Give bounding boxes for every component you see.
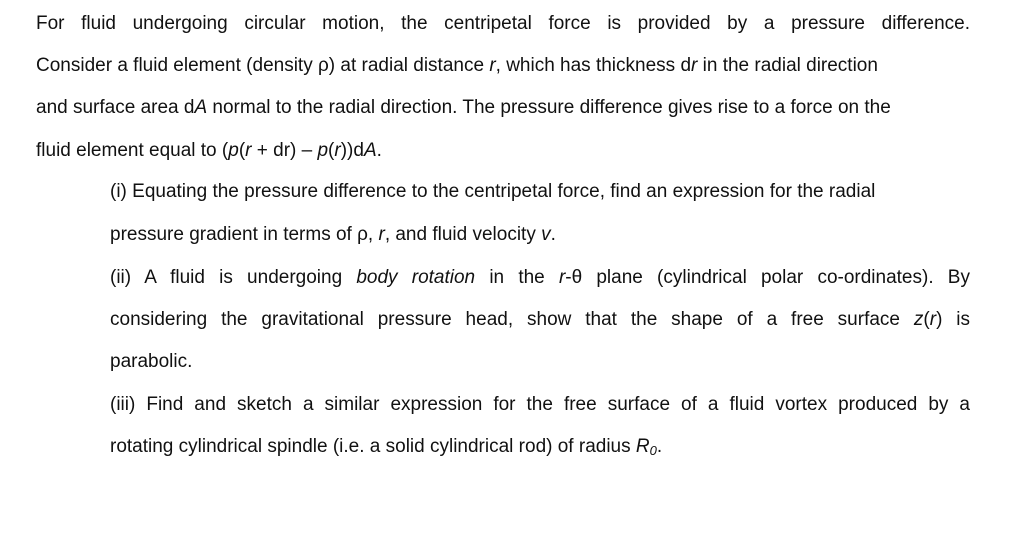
part-i-line-2: [110, 223, 970, 247]
part-ii-line-3-text: parabolic.: [110, 351, 193, 372]
text-run: rotating cylindrical spindle (i.e. a solid cylindrical rod) of radius: [110, 436, 636, 457]
math-var-r: r: [489, 55, 496, 76]
text-run: + dr) –: [251, 140, 318, 161]
text-run: in the: [475, 267, 559, 288]
math-var-r: r: [929, 309, 937, 330]
text-run: ))d: [340, 140, 364, 161]
part-ii-line-3: [110, 350, 970, 374]
text-run: , which has thickness d: [495, 55, 692, 76]
text-run: , and fluid velocity: [384, 224, 542, 245]
intro-line-1-text: For fluid undergoing circular motion, the centripetal force is provided by a pressure difference.: [36, 13, 970, 34]
text-run: (: [328, 140, 335, 161]
intro-line-2: [36, 54, 970, 78]
math-var-p: p: [317, 140, 329, 161]
text-run: -θ plane (cylindrical polar co-ordinates). By: [565, 267, 970, 288]
math-var-z: z: [913, 309, 924, 330]
math-var-r: r: [334, 140, 341, 161]
math-var-a: A: [194, 97, 208, 118]
part-iii-line-2: [110, 435, 970, 463]
text-run: in the radial direction: [697, 55, 878, 76]
text-run: (: [238, 140, 246, 161]
part-iii-line-1-text: (iii) Find and sketch a similar expression for the free surface of a fluid vortex produced by a: [110, 394, 970, 415]
math-var-p: p: [228, 140, 239, 161]
part-iii-line-1: [110, 393, 970, 417]
math-var-r: r: [558, 267, 566, 288]
emphasis-body-rotation: body rotation: [356, 267, 476, 288]
intro-line-4: [36, 139, 970, 163]
text-run: .: [550, 224, 556, 245]
text-run: considering the gravitational pressure head, show that the shape of a free surface: [110, 309, 914, 330]
text-run: (: [923, 309, 930, 330]
text-run: pressure gradient in terms of ρ,: [110, 224, 379, 245]
intro-line-1: [36, 12, 970, 36]
part-i-line-1-text: (i) Equating the pressure difference to the centripetal force, find an expression for the radial: [110, 181, 876, 202]
part-i-line-1: [110, 180, 970, 204]
math-var-a: A: [363, 140, 377, 161]
part-ii-line-2: [110, 308, 970, 332]
intro-line-3: [36, 96, 970, 120]
text-run: Consider a fluid element (density ρ) at radial distance: [36, 55, 490, 76]
text-run: (ii) A fluid is undergoing: [110, 267, 357, 288]
text-run: .: [656, 436, 663, 457]
math-var-r: r: [691, 55, 698, 76]
math-var-r: r: [245, 140, 252, 161]
part-ii-line-1: [110, 266, 970, 290]
subscript-zero: 0: [649, 443, 657, 458]
text-run: and surface area d: [36, 97, 195, 118]
math-var-r: r: [378, 224, 385, 245]
text-run: normal to the radial direction. The pressure difference gives rise to a force on the: [207, 97, 891, 118]
text-run: .: [376, 140, 382, 161]
text-run: ) is: [936, 309, 971, 330]
math-var-v: v: [541, 224, 551, 245]
text-run: fluid element equal to (: [36, 140, 229, 161]
math-var-R: R: [635, 436, 650, 457]
